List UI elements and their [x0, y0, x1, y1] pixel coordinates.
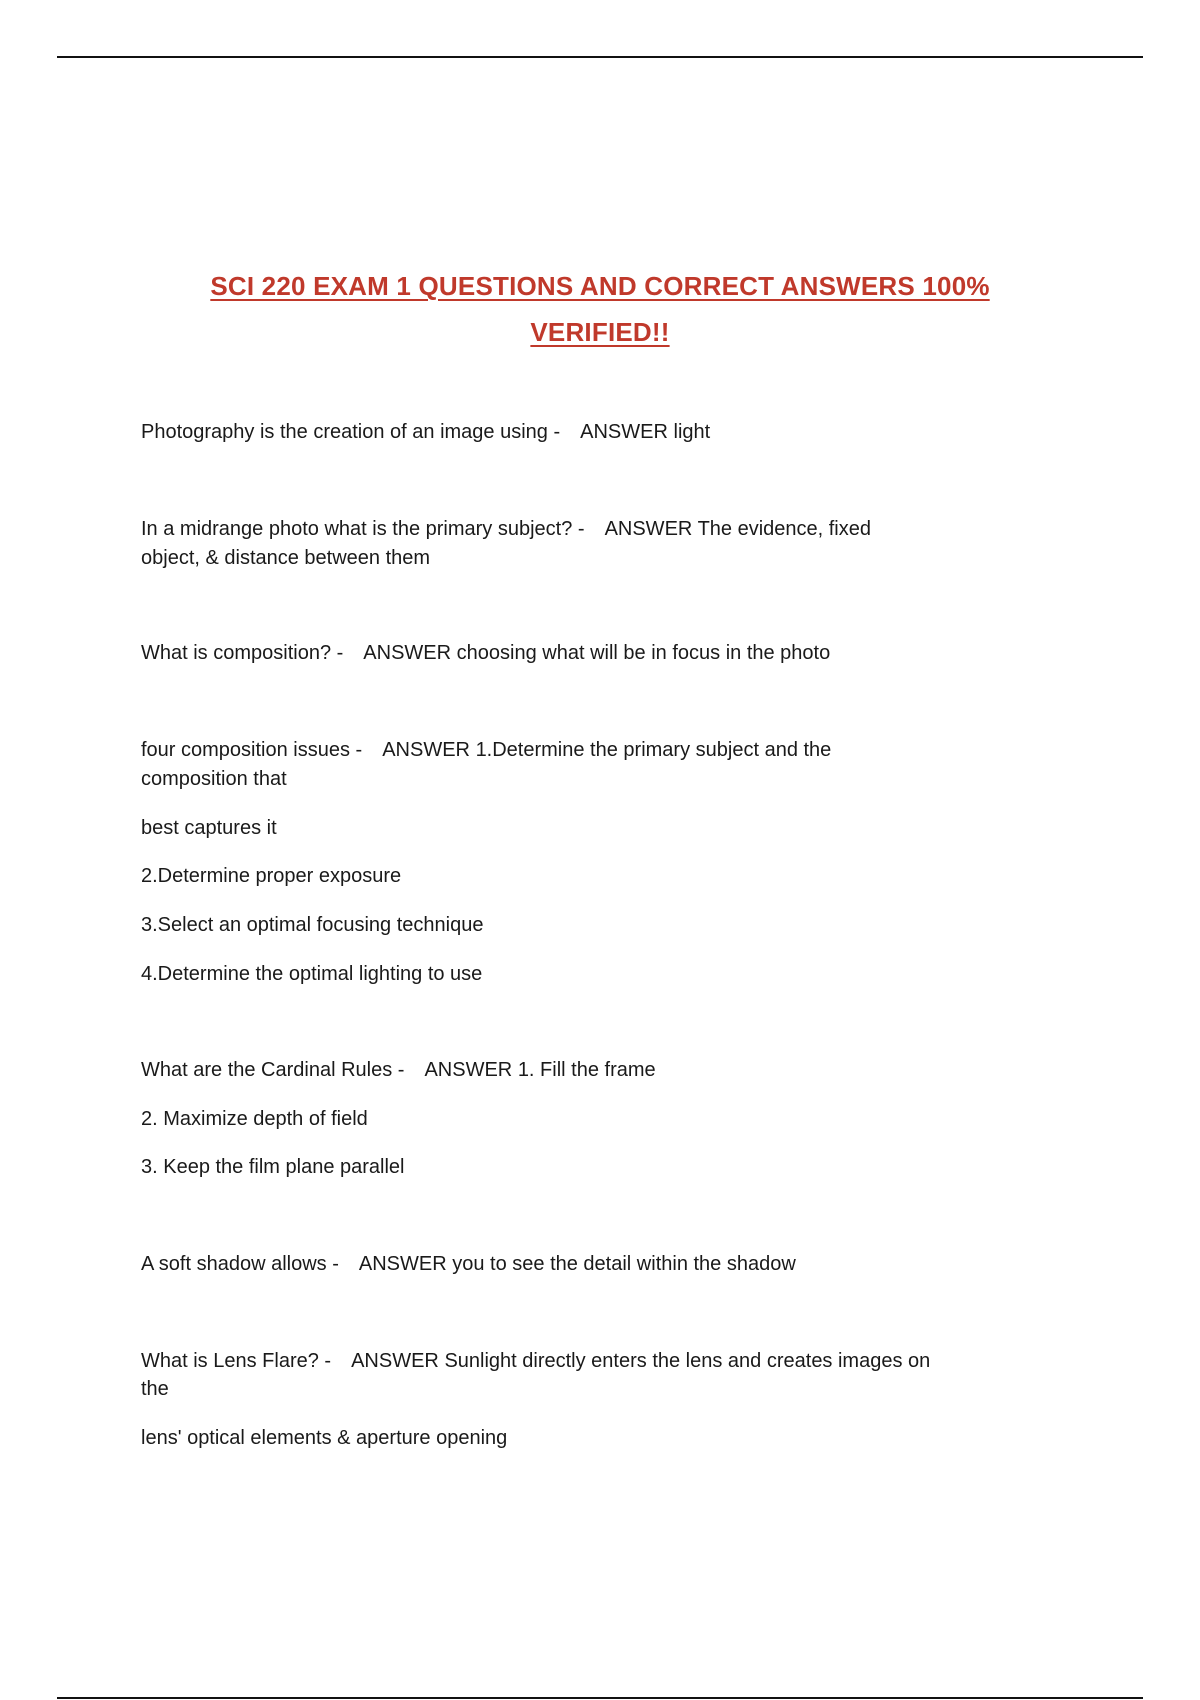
answer-line: 3. Keep the film plane parallel: [141, 1156, 405, 1178]
qa-item-1: [141, 418, 710, 447]
qa-item-7: [141, 1347, 930, 1376]
answer-tag: ANSWER: [382, 739, 470, 761]
answer: you to see the detail within the shadow: [452, 1253, 796, 1275]
answer: Sunlight directly enters the lens and creates images on: [444, 1350, 931, 1372]
qa-item-5: [141, 1056, 656, 1085]
answer: 1.Determine the primary subject and the: [475, 739, 832, 761]
answer-tag: ANSWER: [363, 642, 452, 664]
answer-line: 2.Determine proper exposure: [141, 865, 402, 887]
answer: The evidence, fixed: [697, 518, 871, 540]
bottom-rule: [57, 1697, 1143, 1699]
answer-tag: ANSWER: [580, 421, 668, 443]
answer-line: 4.Determine the optimal lighting to use: [141, 963, 483, 985]
answer-continuation: the: [141, 1378, 169, 1400]
question: What is composition? -: [141, 642, 344, 664]
answer-tag: ANSWER: [424, 1059, 513, 1081]
answer-line: lens' optical elements & aperture opening: [141, 1427, 508, 1449]
answer: 1. Fill the frame: [517, 1059, 656, 1081]
qa-item-2: [141, 515, 871, 544]
qa-item-3: [141, 639, 830, 668]
answer: choosing what will be in focus in the photo: [456, 642, 831, 664]
question: What are the Cardinal Rules -: [141, 1059, 405, 1081]
answer-line: 2. Maximize depth of field: [141, 1108, 368, 1130]
top-rule: [57, 56, 1143, 58]
title-line-1: SCI 220 EXAM 1 QUESTIONS AND CORRECT ANSWERS 100%: [210, 271, 990, 301]
answer-continuation: composition that: [141, 768, 287, 790]
question: Photography is the creation of an image using -: [141, 421, 561, 443]
qa-item-4: [141, 736, 831, 765]
answer: light: [673, 421, 711, 443]
title-line-2: VERIFIED!!: [530, 317, 670, 347]
answer-tag: ANSWER: [604, 518, 693, 540]
answer-line: 3.Select an optimal focusing technique: [141, 914, 484, 936]
answer-tag: ANSWER: [358, 1253, 447, 1275]
question: four composition issues -: [141, 739, 363, 761]
question: A soft shadow allows -: [141, 1253, 339, 1275]
qa-item-6: [141, 1250, 796, 1279]
question: What is Lens Flare? -: [141, 1350, 332, 1372]
document-title: [130, 263, 1070, 355]
answer-continuation: object, & distance between them: [141, 547, 431, 569]
answer-tag: ANSWER: [351, 1350, 439, 1372]
answer-line: best captures it: [141, 817, 277, 839]
question: In a midrange photo what is the primary subject? -: [141, 518, 585, 540]
